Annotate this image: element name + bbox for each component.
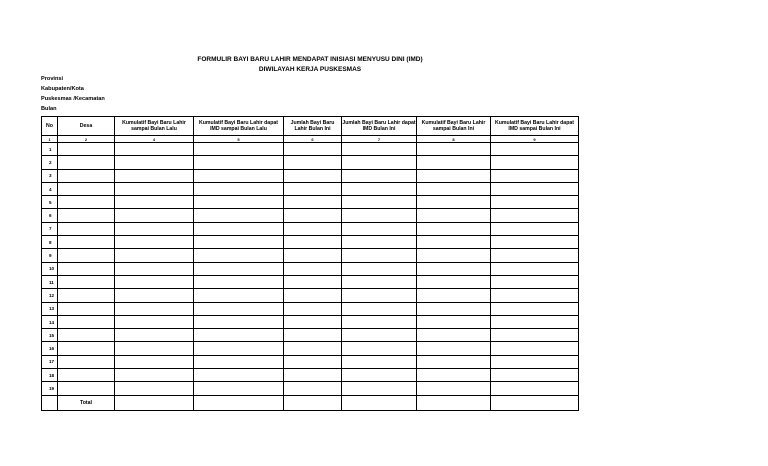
table-cell[interactable]	[58, 262, 115, 275]
table-cell[interactable]	[115, 315, 194, 328]
table-cell[interactable]	[194, 275, 284, 288]
table-cell[interactable]	[115, 289, 194, 302]
row-number: 3	[42, 169, 58, 182]
table-cell[interactable]	[417, 369, 491, 382]
column-number-row	[42, 136, 579, 143]
table-cell[interactable]	[194, 182, 284, 195]
table-row	[42, 222, 579, 235]
row-number: 2	[42, 156, 58, 169]
table-cell[interactable]	[342, 289, 417, 302]
table-cell[interactable]	[342, 236, 417, 249]
row-number: 7	[42, 222, 58, 235]
table-cell[interactable]	[194, 209, 284, 222]
row-number: 1	[42, 143, 58, 156]
row-number: 6	[42, 209, 58, 222]
table-cell[interactable]	[417, 382, 491, 395]
row-number: 9	[42, 249, 58, 262]
table-cell[interactable]	[115, 355, 194, 368]
table-row	[42, 143, 579, 156]
table-row	[42, 315, 579, 328]
imd-table	[41, 116, 579, 411]
table-cell[interactable]	[115, 369, 194, 382]
col-number: 8	[417, 136, 491, 143]
row-number: 17	[42, 355, 58, 368]
table-cell[interactable]	[342, 262, 417, 275]
total-cell[interactable]	[342, 395, 417, 410]
total-cell[interactable]	[417, 395, 491, 410]
table-cell[interactable]	[58, 369, 115, 382]
table-cell[interactable]	[342, 222, 417, 235]
table-cell[interactable]	[58, 355, 115, 368]
table-cell[interactable]	[491, 262, 579, 275]
total-row	[42, 395, 579, 410]
table-cell[interactable]	[58, 196, 115, 209]
table-cell[interactable]	[115, 222, 194, 235]
table-cell[interactable]	[417, 169, 491, 182]
table-cell[interactable]	[58, 289, 115, 302]
table-cell[interactable]	[491, 249, 579, 262]
table-cell[interactable]	[58, 315, 115, 328]
table-cell[interactable]	[58, 169, 115, 182]
row-number: 18	[42, 369, 58, 382]
table-cell[interactable]	[417, 222, 491, 235]
table-cell[interactable]	[194, 249, 284, 262]
table-cell[interactable]	[342, 275, 417, 288]
table-cell[interactable]	[115, 236, 194, 249]
table-cell[interactable]	[342, 355, 417, 368]
table-cell[interactable]	[194, 262, 284, 275]
table-row	[42, 275, 579, 288]
total-cell[interactable]	[194, 395, 284, 410]
table-cell[interactable]	[417, 182, 491, 195]
table-cell[interactable]	[284, 289, 342, 302]
table-cell[interactable]	[58, 209, 115, 222]
table-cell[interactable]	[417, 315, 491, 328]
table-cell[interactable]	[491, 209, 579, 222]
table-row	[42, 169, 579, 182]
table-cell	[42, 395, 58, 410]
table-cell[interactable]	[342, 209, 417, 222]
col-header-kum-imd-ini: Kumulatif Bayi Baru Lahir dapat IMD sampai Bulan Ini	[491, 117, 579, 136]
table-cell[interactable]	[417, 143, 491, 156]
table-cell[interactable]	[194, 289, 284, 302]
table-cell[interactable]	[58, 382, 115, 395]
table-cell[interactable]	[491, 289, 579, 302]
table-cell[interactable]	[284, 315, 342, 328]
table-cell[interactable]	[194, 222, 284, 235]
table-cell[interactable]	[194, 169, 284, 182]
table-cell[interactable]	[115, 382, 194, 395]
table-cell[interactable]	[115, 209, 194, 222]
table-row	[42, 355, 579, 368]
table-cell[interactable]	[491, 182, 579, 195]
table-cell[interactable]	[115, 143, 194, 156]
col-number: 6	[284, 136, 342, 143]
table-cell[interactable]	[417, 196, 491, 209]
table-cell[interactable]	[58, 182, 115, 195]
table-cell[interactable]	[58, 143, 115, 156]
table-cell[interactable]	[284, 382, 342, 395]
table-cell[interactable]	[417, 289, 491, 302]
table-row	[42, 209, 579, 222]
table-cell[interactable]	[115, 262, 194, 275]
table-row	[42, 262, 579, 275]
table-row	[42, 249, 579, 262]
col-header-kum-bbl-ini: Kumulatif Bayi Baru Lahir sampai Bulan Ini	[417, 117, 491, 136]
table-cell[interactable]	[58, 275, 115, 288]
kabupaten-label: Kabupaten/Kota	[41, 86, 84, 92]
table-cell[interactable]	[342, 169, 417, 182]
col-number: 4	[115, 136, 194, 143]
col-header-kum-imd-lalu: Kumulatif Bayi Baru Lahir dapat IMD sampai Bulan Lalu	[194, 117, 284, 136]
col-number: 5	[194, 136, 284, 143]
header-row	[42, 117, 579, 136]
table-cell[interactable]	[491, 236, 579, 249]
table-cell[interactable]	[417, 355, 491, 368]
table-cell[interactable]	[491, 222, 579, 235]
table-cell[interactable]	[115, 169, 194, 182]
table-cell[interactable]	[284, 156, 342, 169]
form-subtitle: DIWILAYAH KERJA PUSKESMAS	[258, 66, 362, 73]
table-cell[interactable]	[417, 275, 491, 288]
table-row	[42, 196, 579, 209]
table-cell[interactable]	[284, 369, 342, 382]
row-number: 14	[42, 315, 58, 328]
table-cell[interactable]	[194, 156, 284, 169]
table-cell[interactable]	[284, 329, 342, 342]
table-cell[interactable]	[342, 143, 417, 156]
table-cell[interactable]	[194, 355, 284, 368]
total-cell[interactable]	[115, 395, 194, 410]
table-row	[42, 236, 579, 249]
table-cell[interactable]	[194, 196, 284, 209]
table-cell[interactable]	[342, 382, 417, 395]
table-cell[interactable]	[58, 329, 115, 342]
table-cell[interactable]	[417, 249, 491, 262]
total-cell[interactable]	[491, 395, 579, 410]
table-cell[interactable]	[491, 382, 579, 395]
provinsi-label: Provinsi	[41, 76, 64, 82]
table-cell[interactable]	[194, 369, 284, 382]
table-cell[interactable]	[194, 302, 284, 315]
table-cell[interactable]	[491, 369, 579, 382]
table-cell[interactable]	[284, 169, 342, 182]
table-cell[interactable]	[115, 182, 194, 195]
col-header-desa: Desa	[58, 117, 115, 136]
col-header-jml-bbl-ini: Jumlah Bayi Baru Lahir Bulan Ini	[284, 117, 342, 136]
table-cell[interactable]	[115, 342, 194, 355]
table-cell[interactable]	[491, 315, 579, 328]
table-cell[interactable]	[491, 302, 579, 315]
col-header-jml-imd-ini: Jumlah Bayi Baru Lahir dapat IMD Bulan Ini	[342, 117, 417, 136]
table-row	[42, 342, 579, 355]
table-cell[interactable]	[284, 236, 342, 249]
table-cell[interactable]	[417, 156, 491, 169]
table-cell[interactable]	[342, 196, 417, 209]
table-cell[interactable]	[284, 302, 342, 315]
table-cell[interactable]	[342, 182, 417, 195]
col-number: 2	[58, 136, 115, 143]
table-cell[interactable]	[417, 262, 491, 275]
table-cell[interactable]	[194, 382, 284, 395]
table-cell[interactable]	[417, 342, 491, 355]
table-cell[interactable]	[417, 302, 491, 315]
table-cell[interactable]	[194, 342, 284, 355]
row-number: 10	[42, 262, 58, 275]
table-cell[interactable]	[115, 196, 194, 209]
table-cell[interactable]	[194, 143, 284, 156]
table-cell[interactable]	[342, 156, 417, 169]
table-row	[42, 156, 579, 169]
table-row	[42, 369, 579, 382]
table-cell[interactable]	[491, 342, 579, 355]
table-cell[interactable]	[284, 196, 342, 209]
table-cell[interactable]	[342, 302, 417, 315]
form-title: FORMULIR BAYI BARU LAHIR MENDAPAT INISIASI MENYUSU DINI (IMD)	[197, 56, 423, 63]
table-cell[interactable]	[58, 222, 115, 235]
table-cell[interactable]	[115, 302, 194, 315]
table-cell[interactable]	[58, 236, 115, 249]
row-number: 13	[42, 302, 58, 315]
table-cell[interactable]	[115, 156, 194, 169]
puskesmas-label: Puskesmas /Kecamatan	[41, 96, 105, 102]
table-cell[interactable]	[342, 249, 417, 262]
table-cell[interactable]	[58, 249, 115, 262]
table-cell[interactable]	[417, 329, 491, 342]
table-cell[interactable]	[115, 329, 194, 342]
total-cell[interactable]	[284, 395, 342, 410]
table-cell[interactable]	[284, 209, 342, 222]
table-cell[interactable]	[491, 169, 579, 182]
table-cell[interactable]	[284, 222, 342, 235]
table-cell[interactable]	[417, 236, 491, 249]
table-cell[interactable]	[491, 196, 579, 209]
table-row	[42, 182, 579, 195]
table-cell[interactable]	[491, 156, 579, 169]
table-cell[interactable]	[284, 275, 342, 288]
table-cell[interactable]	[284, 143, 342, 156]
table-cell[interactable]	[284, 249, 342, 262]
row-number: 16	[42, 342, 58, 355]
row-number: 19	[42, 382, 58, 395]
row-number: 4	[42, 182, 58, 195]
table-cell[interactable]	[491, 275, 579, 288]
table-cell[interactable]	[58, 156, 115, 169]
table-cell[interactable]	[417, 209, 491, 222]
table-cell[interactable]	[115, 275, 194, 288]
table-cell[interactable]	[284, 342, 342, 355]
table-row	[42, 289, 579, 302]
table-cell[interactable]	[342, 369, 417, 382]
table-cell[interactable]	[284, 182, 342, 195]
col-header-no: No	[42, 117, 58, 136]
table-cell[interactable]	[58, 342, 115, 355]
table-cell[interactable]	[342, 329, 417, 342]
table-row	[42, 302, 579, 315]
table-cell[interactable]	[194, 315, 284, 328]
table-cell[interactable]	[194, 236, 284, 249]
table-cell[interactable]	[342, 342, 417, 355]
table-cell[interactable]	[284, 262, 342, 275]
col-number: 9	[491, 136, 579, 143]
row-number: 8	[42, 236, 58, 249]
table-cell[interactable]	[342, 315, 417, 328]
col-number: 7	[342, 136, 417, 143]
table-cell[interactable]	[284, 355, 342, 368]
table-cell[interactable]	[58, 302, 115, 315]
table-row	[42, 382, 579, 395]
table-row	[42, 329, 579, 342]
table-cell[interactable]	[491, 329, 579, 342]
table-cell[interactable]	[194, 329, 284, 342]
row-number: 12	[42, 289, 58, 302]
table-cell[interactable]	[491, 143, 579, 156]
col-number: 1	[42, 136, 58, 143]
row-number: 5	[42, 196, 58, 209]
total-label: Total	[58, 395, 115, 410]
row-number: 15	[42, 329, 58, 342]
row-number: 11	[42, 275, 58, 288]
table-cell[interactable]	[115, 249, 194, 262]
col-header-kum-bbl-lalu: Kumulatif Bayi Baru Lahir sampai Bulan Lalu	[115, 117, 194, 136]
bulan-label: Bulan	[41, 106, 57, 112]
table-cell[interactable]	[491, 355, 579, 368]
